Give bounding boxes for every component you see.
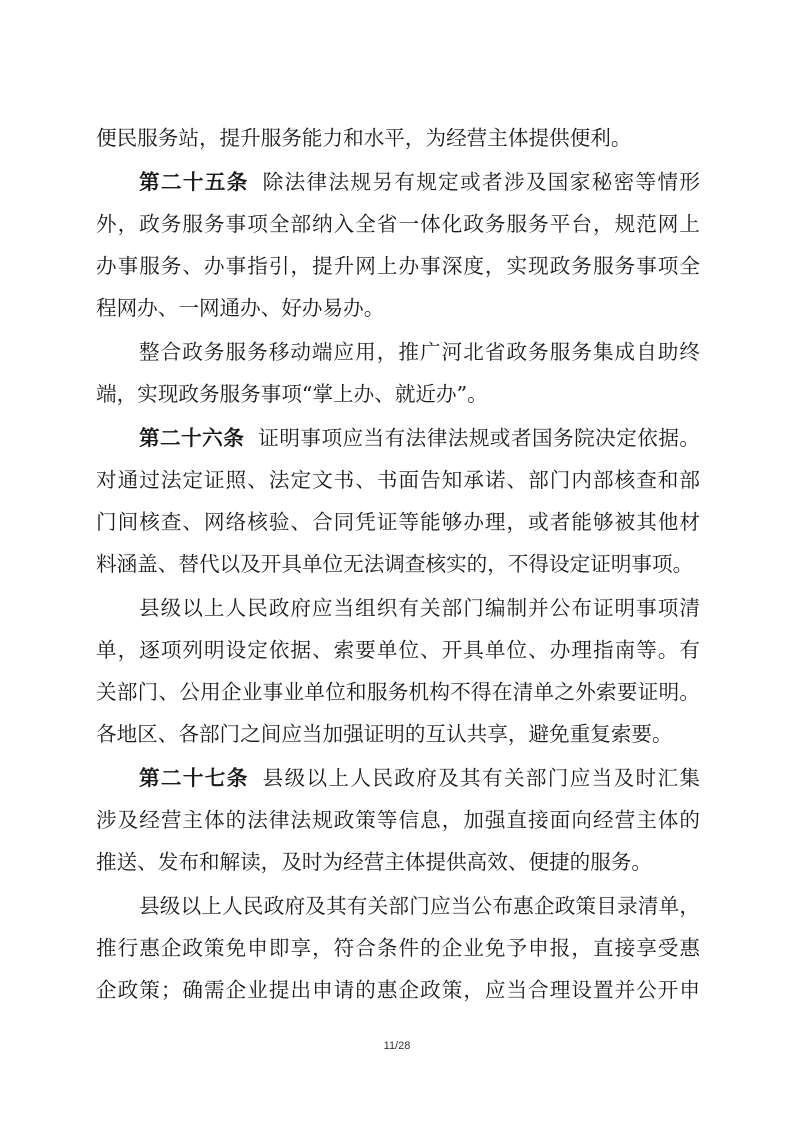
text-line: 涉及经营主体的法律法规政策等信息，加强直接面向经营主体的 xyxy=(96,808,700,832)
article-heading-line xyxy=(139,420,700,456)
text-line: 端，实现政务服务事项“掌上办、就近办”。 xyxy=(96,382,488,406)
article-text: 证明事项应当有法律法规或者国务院决定依据。 xyxy=(258,426,700,450)
article-number: 第二十七条 xyxy=(139,766,249,790)
article-number: 第二十五条 xyxy=(139,170,249,194)
text-line: 推送、发布和解读，及时为经营主体提供高效、便捷的服务。 xyxy=(96,850,653,874)
text-line: 程网办、一网通办、好办易办。 xyxy=(96,296,385,320)
text-line: 县级以上人民政府及其有关部门应当公布惠企政策目录清单， xyxy=(139,894,700,918)
text-line: 关部门、公用企业事业单位和服务机构不得在清单之外索要证明。 xyxy=(96,680,700,704)
text-line: 县级以上人民政府应当组织有关部门编制并公布证明事项清 xyxy=(139,596,700,620)
text-line: 推行惠企政策免申即享，符合条件的企业免予申报，直接享受惠 xyxy=(96,936,700,960)
text-line: 对通过法定证照、法定文书、书面告知承诺、部门内部核查和部 xyxy=(96,468,700,492)
text-line: 外，政务服务事项全部纳入全省一体化政务服务平台，规范网上 xyxy=(96,212,700,236)
page-number: 11/28 xyxy=(383,1040,411,1052)
article-heading-line xyxy=(139,760,700,796)
text-line: 单，逐项列明设定依据、索要单位、开具单位、办理指南等。有 xyxy=(96,638,700,662)
text-line: 料涵盖、替代以及开具单位无法调查核实的，不得设定证明事项。 xyxy=(96,552,694,576)
article-text: 除法律法规另有规定或者涉及国家秘密等情形 xyxy=(262,170,700,194)
text-line: 门间核查、网络核验、合同凭证等能够办理，或者能够被其他材 xyxy=(96,510,700,534)
text-line: 办事服务、办事指引，提升网上办事深度，实现政务服务事项全 xyxy=(96,254,700,278)
text-line: 企政策；确需企业提出申请的惠企政策，应当合理设置并公开申 xyxy=(96,978,700,1002)
article-number: 第二十六条 xyxy=(139,426,245,450)
text-line: 整合政务服务移动端应用，推广河北省政务服务集成自助终 xyxy=(139,340,700,364)
article-text: 县级以上人民政府及其有关部门应当及时汇集 xyxy=(262,766,700,790)
text-line: 便民服务站，提升服务能力和水平，为经营主体提供便利。 xyxy=(96,126,632,150)
text-line: 各地区、各部门之间应当加强证明的互认共享，避免重复索要。 xyxy=(96,722,673,746)
article-heading-line xyxy=(139,164,700,200)
